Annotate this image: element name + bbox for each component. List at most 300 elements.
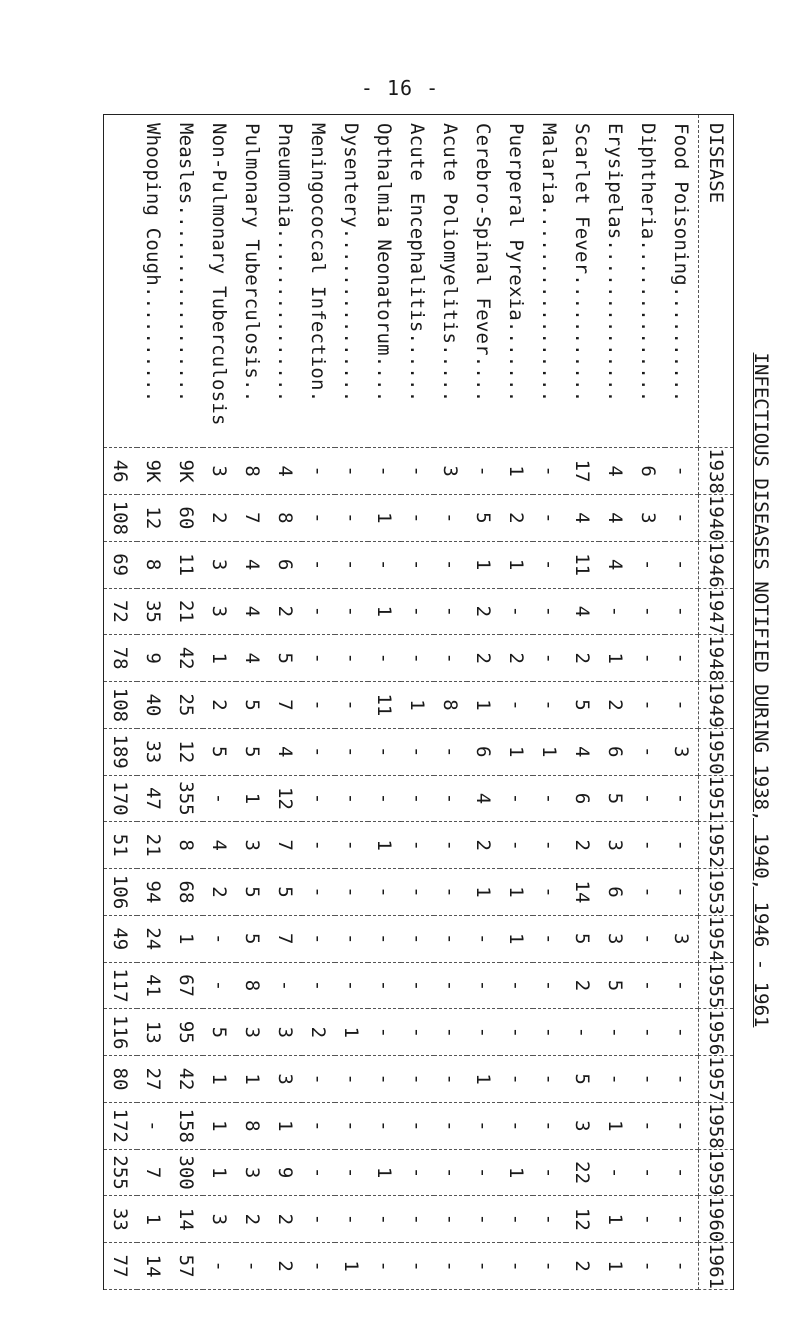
total-cell: 46 xyxy=(104,448,138,495)
count-cell: - xyxy=(500,1243,533,1290)
count-cell: - xyxy=(335,588,368,635)
count-cell: - xyxy=(302,588,335,635)
total-cell: 77 xyxy=(104,1243,138,1290)
count-cell: 1 xyxy=(500,1149,533,1196)
count-cell: - xyxy=(533,494,566,541)
count-cell: 300 xyxy=(170,1149,203,1196)
count-cell: - xyxy=(434,775,467,822)
count-cell: - xyxy=(665,635,699,682)
count-cell: 8 xyxy=(137,541,170,588)
count-cell: 42 xyxy=(170,635,203,682)
count-cell: 158 xyxy=(170,1102,203,1149)
count-cell: - xyxy=(533,962,566,1009)
disease-name: Cerebro-Spinal Fever.... xyxy=(467,115,500,448)
count-cell: 5 xyxy=(599,775,632,822)
table-row xyxy=(500,115,533,1290)
count-cell: - xyxy=(665,1102,699,1149)
count-cell: 4 xyxy=(203,822,236,869)
table-row xyxy=(434,115,467,1290)
count-cell: 8 xyxy=(236,448,269,495)
count-cell: - xyxy=(401,915,434,962)
count-cell: 5 xyxy=(566,682,599,729)
count-cell: - xyxy=(434,541,467,588)
count-cell: 40 xyxy=(137,682,170,729)
count-cell: - xyxy=(500,822,533,869)
count-cell: - xyxy=(665,822,699,869)
year-column-header: 1954 xyxy=(699,915,734,962)
count-cell: - xyxy=(533,682,566,729)
count-cell: - xyxy=(533,1243,566,1290)
count-cell: - xyxy=(533,541,566,588)
count-cell: 67 xyxy=(170,962,203,1009)
count-cell: 355 xyxy=(170,775,203,822)
count-cell: 4 xyxy=(269,728,302,775)
disease-name: Diphtheria.............. xyxy=(632,115,665,448)
count-cell: - xyxy=(335,494,368,541)
count-cell: 2 xyxy=(566,1243,599,1290)
totals-row xyxy=(104,115,138,1290)
count-cell: - xyxy=(368,728,401,775)
count-cell: - xyxy=(599,588,632,635)
count-cell: - xyxy=(401,1196,434,1243)
count-cell: 4 xyxy=(599,494,632,541)
total-cell: 69 xyxy=(104,541,138,588)
count-cell: - xyxy=(335,448,368,495)
count-cell: - xyxy=(632,588,665,635)
table-row xyxy=(269,115,302,1290)
count-cell: - xyxy=(368,448,401,495)
year-column-header: 1951 xyxy=(699,775,734,822)
count-cell: - xyxy=(665,962,699,1009)
page-number: - 16 - xyxy=(360,76,440,100)
count-cell: 12 xyxy=(269,775,302,822)
count-cell: - xyxy=(203,1243,236,1290)
total-cell: 108 xyxy=(104,494,138,541)
count-cell: - xyxy=(500,1102,533,1149)
year-column-header: 1956 xyxy=(699,1009,734,1056)
count-cell: 68 xyxy=(170,869,203,916)
count-cell: 1 xyxy=(368,822,401,869)
count-cell: 8 xyxy=(236,962,269,1009)
count-cell: - xyxy=(434,728,467,775)
count-cell: - xyxy=(500,1009,533,1056)
count-cell: 2 xyxy=(500,635,533,682)
count-cell: 1 xyxy=(500,448,533,495)
header-row xyxy=(699,115,734,1290)
total-cell: 80 xyxy=(104,1056,138,1103)
count-cell: - xyxy=(401,728,434,775)
count-cell: - xyxy=(434,1149,467,1196)
count-cell: - xyxy=(302,822,335,869)
count-cell: 5 xyxy=(203,1009,236,1056)
count-cell: - xyxy=(203,915,236,962)
count-cell: - xyxy=(632,1196,665,1243)
count-cell: 27 xyxy=(137,1056,170,1103)
table-row xyxy=(236,115,269,1290)
year-column-header: 1960 xyxy=(699,1196,734,1243)
year-column-header: 1959 xyxy=(699,1149,734,1196)
count-cell: - xyxy=(302,869,335,916)
count-cell: 1 xyxy=(533,728,566,775)
count-cell: 3 xyxy=(566,1102,599,1149)
count-cell: - xyxy=(467,1243,500,1290)
count-cell: 17 xyxy=(566,448,599,495)
count-cell: - xyxy=(467,915,500,962)
count-cell: - xyxy=(236,1243,269,1290)
count-cell: - xyxy=(302,1149,335,1196)
count-cell: - xyxy=(434,1009,467,1056)
count-cell: 4 xyxy=(599,541,632,588)
total-cell: 51 xyxy=(104,822,138,869)
count-cell: - xyxy=(302,494,335,541)
count-cell: 8 xyxy=(236,1102,269,1149)
count-cell: 12 xyxy=(137,494,170,541)
count-cell: - xyxy=(434,1102,467,1149)
count-cell: - xyxy=(335,1056,368,1103)
count-cell: - xyxy=(467,1102,500,1149)
table-row xyxy=(137,115,170,1290)
count-cell: - xyxy=(533,448,566,495)
count-cell: 1 xyxy=(368,588,401,635)
count-cell: - xyxy=(500,1056,533,1103)
year-column-header: 1952 xyxy=(699,822,734,869)
count-cell: 1 xyxy=(500,541,533,588)
count-cell: 5 xyxy=(566,915,599,962)
count-cell: 2 xyxy=(269,1243,302,1290)
count-cell: 14 xyxy=(137,1243,170,1290)
count-cell: 9K xyxy=(170,448,203,495)
total-cell: 117 xyxy=(104,962,138,1009)
count-cell: 5 xyxy=(236,728,269,775)
count-cell: 1 xyxy=(599,1196,632,1243)
count-cell: - xyxy=(335,915,368,962)
total-cell: 72 xyxy=(104,588,138,635)
year-column-header: 1949 xyxy=(699,682,734,729)
count-cell: 21 xyxy=(170,588,203,635)
count-cell: - xyxy=(302,635,335,682)
count-cell: - xyxy=(632,682,665,729)
disease-name: Pulmonary Tuberculosis.. xyxy=(236,115,269,448)
count-cell: 7 xyxy=(269,915,302,962)
total-cell: 255 xyxy=(104,1149,138,1196)
total-cell: 170 xyxy=(104,775,138,822)
year-column-header: 1947 xyxy=(699,588,734,635)
count-cell: - xyxy=(368,541,401,588)
count-cell: 1 xyxy=(401,682,434,729)
table-row xyxy=(566,115,599,1290)
count-cell: 1 xyxy=(500,869,533,916)
count-cell: 35 xyxy=(137,588,170,635)
count-cell: 6 xyxy=(467,728,500,775)
count-cell: - xyxy=(302,1196,335,1243)
count-cell: - xyxy=(599,1149,632,1196)
count-cell: - xyxy=(533,775,566,822)
count-cell: - xyxy=(302,915,335,962)
disease-name: Acute Encephalitis...... xyxy=(401,115,434,448)
count-cell: 2 xyxy=(203,494,236,541)
count-cell: 1 xyxy=(599,1102,632,1149)
count-cell: - xyxy=(434,962,467,1009)
count-cell: 4 xyxy=(236,541,269,588)
year-column-header: 1953 xyxy=(699,869,734,916)
count-cell: - xyxy=(632,1056,665,1103)
count-cell: 1 xyxy=(203,1056,236,1103)
count-cell: - xyxy=(632,915,665,962)
count-cell: 7 xyxy=(236,494,269,541)
count-cell: - xyxy=(467,1149,500,1196)
count-cell: - xyxy=(335,1149,368,1196)
count-cell: 8 xyxy=(434,682,467,729)
count-cell: - xyxy=(467,1009,500,1056)
count-cell: 3 xyxy=(236,822,269,869)
count-cell: 12 xyxy=(566,1196,599,1243)
count-cell: 3 xyxy=(269,1009,302,1056)
count-cell: 6 xyxy=(632,448,665,495)
count-cell: - xyxy=(665,1056,699,1103)
count-cell: 2 xyxy=(203,869,236,916)
count-cell: - xyxy=(665,775,699,822)
count-cell: - xyxy=(434,822,467,869)
count-cell: - xyxy=(500,1196,533,1243)
count-cell: 2 xyxy=(269,1196,302,1243)
count-cell: - xyxy=(335,541,368,588)
count-cell: 1 xyxy=(599,1243,632,1290)
disease-name: Puerperal Pyrexia....... xyxy=(500,115,533,448)
table-row xyxy=(632,115,665,1290)
count-cell: 11 xyxy=(566,541,599,588)
count-cell: - xyxy=(335,1196,368,1243)
count-cell: 2 xyxy=(566,635,599,682)
disease-name: Acute Poliomyelitis..... xyxy=(434,115,467,448)
disease-name: Non-Pulmonary Tuberculosis xyxy=(203,115,236,448)
count-cell: - xyxy=(665,588,699,635)
count-cell: 3 xyxy=(269,1056,302,1103)
total-cell: 78 xyxy=(104,635,138,682)
count-cell: 7 xyxy=(269,682,302,729)
count-cell: 8 xyxy=(269,494,302,541)
count-cell: - xyxy=(467,962,500,1009)
count-cell: - xyxy=(632,1149,665,1196)
count-cell: 2 xyxy=(302,1009,335,1056)
count-cell: - xyxy=(665,869,699,916)
count-cell: 42 xyxy=(170,1056,203,1103)
count-cell: - xyxy=(434,1056,467,1103)
count-cell: - xyxy=(500,962,533,1009)
count-cell: - xyxy=(434,915,467,962)
count-cell: - xyxy=(302,682,335,729)
count-cell: - xyxy=(533,1102,566,1149)
count-cell: - xyxy=(401,869,434,916)
count-cell: - xyxy=(500,775,533,822)
year-column-header: 1946 xyxy=(699,541,734,588)
count-cell: 1 xyxy=(203,635,236,682)
count-cell: 95 xyxy=(170,1009,203,1056)
count-cell: - xyxy=(434,494,467,541)
count-cell: - xyxy=(533,869,566,916)
count-cell: - xyxy=(665,494,699,541)
count-cell: - xyxy=(533,1149,566,1196)
count-cell: 2 xyxy=(236,1196,269,1243)
count-cell: - xyxy=(203,962,236,1009)
year-column-header: 1938 xyxy=(699,448,734,495)
count-cell: 2 xyxy=(500,494,533,541)
count-cell: 1 xyxy=(467,541,500,588)
totals-label xyxy=(104,115,138,448)
disease-name: Erysipelas.............. xyxy=(599,115,632,448)
total-cell: 49 xyxy=(104,915,138,962)
count-cell: 21 xyxy=(137,822,170,869)
count-cell: 3 xyxy=(236,1009,269,1056)
count-cell: 1 xyxy=(236,1056,269,1103)
count-cell: 6 xyxy=(269,541,302,588)
count-cell: - xyxy=(335,682,368,729)
count-cell: 7 xyxy=(269,822,302,869)
count-cell: - xyxy=(632,635,665,682)
count-cell: 2 xyxy=(269,588,302,635)
count-cell: 47 xyxy=(137,775,170,822)
count-cell: 1 xyxy=(170,915,203,962)
table-row xyxy=(599,115,632,1290)
count-cell: - xyxy=(368,775,401,822)
count-cell: - xyxy=(632,869,665,916)
count-cell: - xyxy=(533,915,566,962)
count-cell: 3 xyxy=(203,588,236,635)
table-row xyxy=(467,115,500,1290)
total-cell: 108 xyxy=(104,682,138,729)
count-cell: - xyxy=(665,682,699,729)
count-cell: - xyxy=(434,1196,467,1243)
count-cell: 14 xyxy=(170,1196,203,1243)
count-cell: 5 xyxy=(203,728,236,775)
count-cell: 6 xyxy=(599,869,632,916)
count-cell: 14 xyxy=(566,869,599,916)
count-cell: 2 xyxy=(203,682,236,729)
count-cell: 94 xyxy=(137,869,170,916)
count-cell: 12 xyxy=(170,728,203,775)
disease-name: Malaria................. xyxy=(533,115,566,448)
count-cell: - xyxy=(368,1009,401,1056)
count-cell: 5 xyxy=(269,869,302,916)
count-cell: - xyxy=(368,1102,401,1149)
count-cell: 1 xyxy=(203,1102,236,1149)
count-cell: - xyxy=(632,1243,665,1290)
count-cell: - xyxy=(335,1102,368,1149)
count-cell: 3 xyxy=(632,494,665,541)
count-cell: - xyxy=(665,1009,699,1056)
count-cell: 25 xyxy=(170,682,203,729)
year-column-header: 1940 xyxy=(699,494,734,541)
count-cell: - xyxy=(665,448,699,495)
count-cell: - xyxy=(335,775,368,822)
table-title: INFECTIOUS DISEASES NOTIFIED DURING 1938, 1940, 1946 - 1961 xyxy=(750,352,772,1028)
count-cell: - xyxy=(665,1196,699,1243)
count-cell: 60 xyxy=(170,494,203,541)
count-cell: - xyxy=(368,915,401,962)
count-cell: - xyxy=(335,822,368,869)
count-cell: - xyxy=(434,588,467,635)
count-cell: - xyxy=(632,822,665,869)
count-cell: - xyxy=(401,1149,434,1196)
count-cell: - xyxy=(467,448,500,495)
count-cell: 5 xyxy=(269,635,302,682)
count-cell: 6 xyxy=(566,775,599,822)
count-cell: 2 xyxy=(566,822,599,869)
count-cell: - xyxy=(566,1009,599,1056)
count-cell: - xyxy=(632,775,665,822)
count-cell: 2 xyxy=(467,822,500,869)
count-cell: - xyxy=(368,962,401,1009)
count-cell: 1 xyxy=(368,494,401,541)
table-row xyxy=(533,115,566,1290)
table-row xyxy=(401,115,434,1290)
count-cell: - xyxy=(533,1009,566,1056)
total-cell: 106 xyxy=(104,869,138,916)
table-row xyxy=(665,115,699,1290)
count-cell: 1 xyxy=(269,1102,302,1149)
count-cell: 3 xyxy=(434,448,467,495)
count-cell: 5 xyxy=(467,494,500,541)
count-cell: - xyxy=(632,541,665,588)
count-cell: 3 xyxy=(203,541,236,588)
count-cell: 4 xyxy=(236,588,269,635)
count-cell: 3 xyxy=(665,728,699,775)
count-cell: 4 xyxy=(599,448,632,495)
count-cell: 5 xyxy=(599,962,632,1009)
count-cell: 9 xyxy=(137,635,170,682)
count-cell: 1 xyxy=(467,1056,500,1103)
count-cell: - xyxy=(401,448,434,495)
count-cell: 8 xyxy=(170,822,203,869)
count-cell: 57 xyxy=(170,1243,203,1290)
count-cell: 1 xyxy=(500,915,533,962)
count-cell: 5 xyxy=(236,869,269,916)
count-cell: 4 xyxy=(566,588,599,635)
count-cell: - xyxy=(401,1102,434,1149)
count-cell: - xyxy=(368,1196,401,1243)
count-cell: - xyxy=(302,1102,335,1149)
count-cell: - xyxy=(335,962,368,1009)
count-cell: - xyxy=(533,635,566,682)
count-cell: - xyxy=(401,775,434,822)
year-column-header: 1957 xyxy=(699,1056,734,1103)
count-cell: 1 xyxy=(203,1149,236,1196)
count-cell: - xyxy=(434,1243,467,1290)
count-cell: 6 xyxy=(599,728,632,775)
disease-name: Opthalmia Neonatorum.... xyxy=(368,115,401,448)
count-cell: - xyxy=(665,541,699,588)
count-cell: 4 xyxy=(566,728,599,775)
count-cell: 4 xyxy=(236,635,269,682)
count-cell: - xyxy=(302,728,335,775)
count-cell: 1 xyxy=(500,728,533,775)
count-cell: 5 xyxy=(236,915,269,962)
count-cell: 2 xyxy=(467,588,500,635)
count-cell: 9 xyxy=(269,1149,302,1196)
total-cell: 189 xyxy=(104,728,138,775)
count-cell: - xyxy=(434,869,467,916)
count-cell: - xyxy=(500,588,533,635)
count-cell: 1 xyxy=(335,1009,368,1056)
count-cell: - xyxy=(368,635,401,682)
count-cell: - xyxy=(269,962,302,1009)
count-cell: - xyxy=(599,1056,632,1103)
count-cell: 3 xyxy=(203,1196,236,1243)
count-cell: - xyxy=(401,494,434,541)
count-cell: 3 xyxy=(203,448,236,495)
count-cell: - xyxy=(632,962,665,1009)
count-cell: 41 xyxy=(137,962,170,1009)
count-cell: - xyxy=(632,1009,665,1056)
